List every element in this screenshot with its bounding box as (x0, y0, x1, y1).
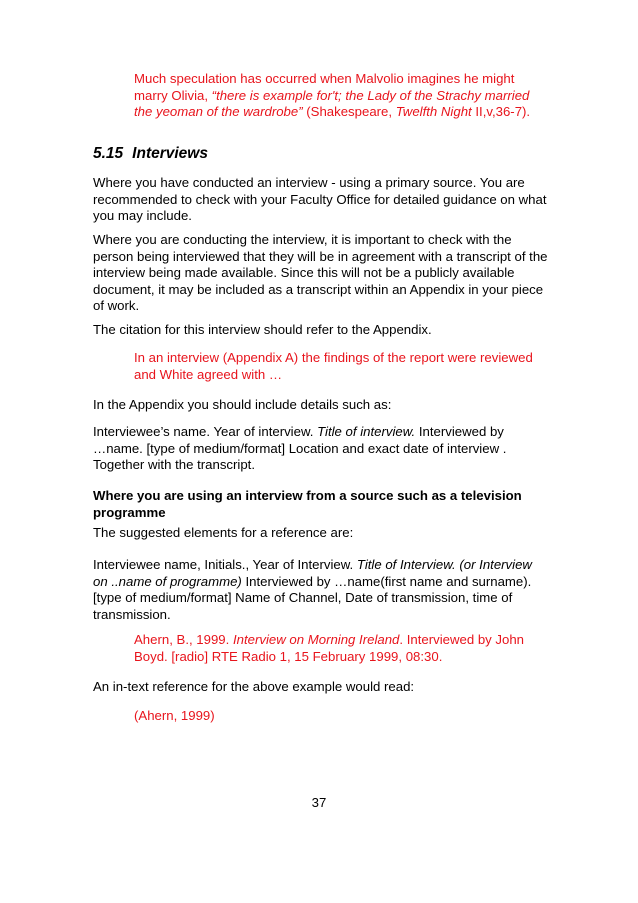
example-in-text-citation: (Ahern, 1999) (134, 708, 215, 723)
section-heading (93, 144, 553, 163)
paragraph-in-text-reference: An in-text reference for the above example would read: (93, 679, 415, 694)
section-number: 5.15 (93, 145, 124, 162)
malvolio-quote (134, 71, 554, 121)
paragraph-suggested-elements: The suggested elements for a reference are: (93, 525, 354, 540)
paragraph-primary-source: Where you have conducted an interview - using a primary source. You are recommended to check with your Faculty Office for detailed guidance on what you may include. (93, 175, 547, 224)
quote-line: Much speculation has occurred when Malvolio imagines he might (134, 71, 515, 86)
paragraph-citation: The citation for this interview should refer to the Appendix. (93, 322, 432, 337)
example-appendix-citation: In an interview (Appendix A) the findings of the report were reviewed and White agreed with … (134, 350, 533, 382)
paragraph-in-appendix: In the Appendix you should include details such as: (93, 397, 392, 412)
example-ahern-reference: Ahern, B., 1999. Interview on Morning Ireland. Interviewed by John Boyd. [radio] RTE Radio 1, 15 February 1999, 08:30. (134, 632, 525, 664)
paragraph-conducting-interview: Where you are conducting the interview, it is important to check with the person being interviewed that they will be in agreement with a transcript of the interview being made available. Since this will not be a publicly available document, it may be included as a transcript within an Appendix in your piece of work. (93, 232, 548, 314)
quote-line: marry Olivia, “there is example for't; the Lady of the Strachy married (134, 87, 530, 103)
quote-line: the yeoman of the wardrobe” (Shakespeare, Twelfth Night II,v,36-7). (134, 104, 531, 120)
subheading-television-interview: Where you are using an interview from a source such as a television programme (93, 488, 522, 520)
section-title: Interviews (132, 145, 208, 162)
paragraph-reference-elements: Interviewee name, Initials., Year of Interview. Title of Interview. (or Interview on ..name of programme) Interviewed by …name(first name and surname). [type of medium/format] Name of Channel, Date of transmission, time of transmission. (93, 557, 532, 622)
paragraph-appendix-details: Interviewee’s name. Year of interview. Title of interview. Interviewed by …name. [type of medium/format] Location and exact date of interview . Together with the transcript. (93, 424, 507, 473)
page-number: 37 (311, 795, 327, 810)
